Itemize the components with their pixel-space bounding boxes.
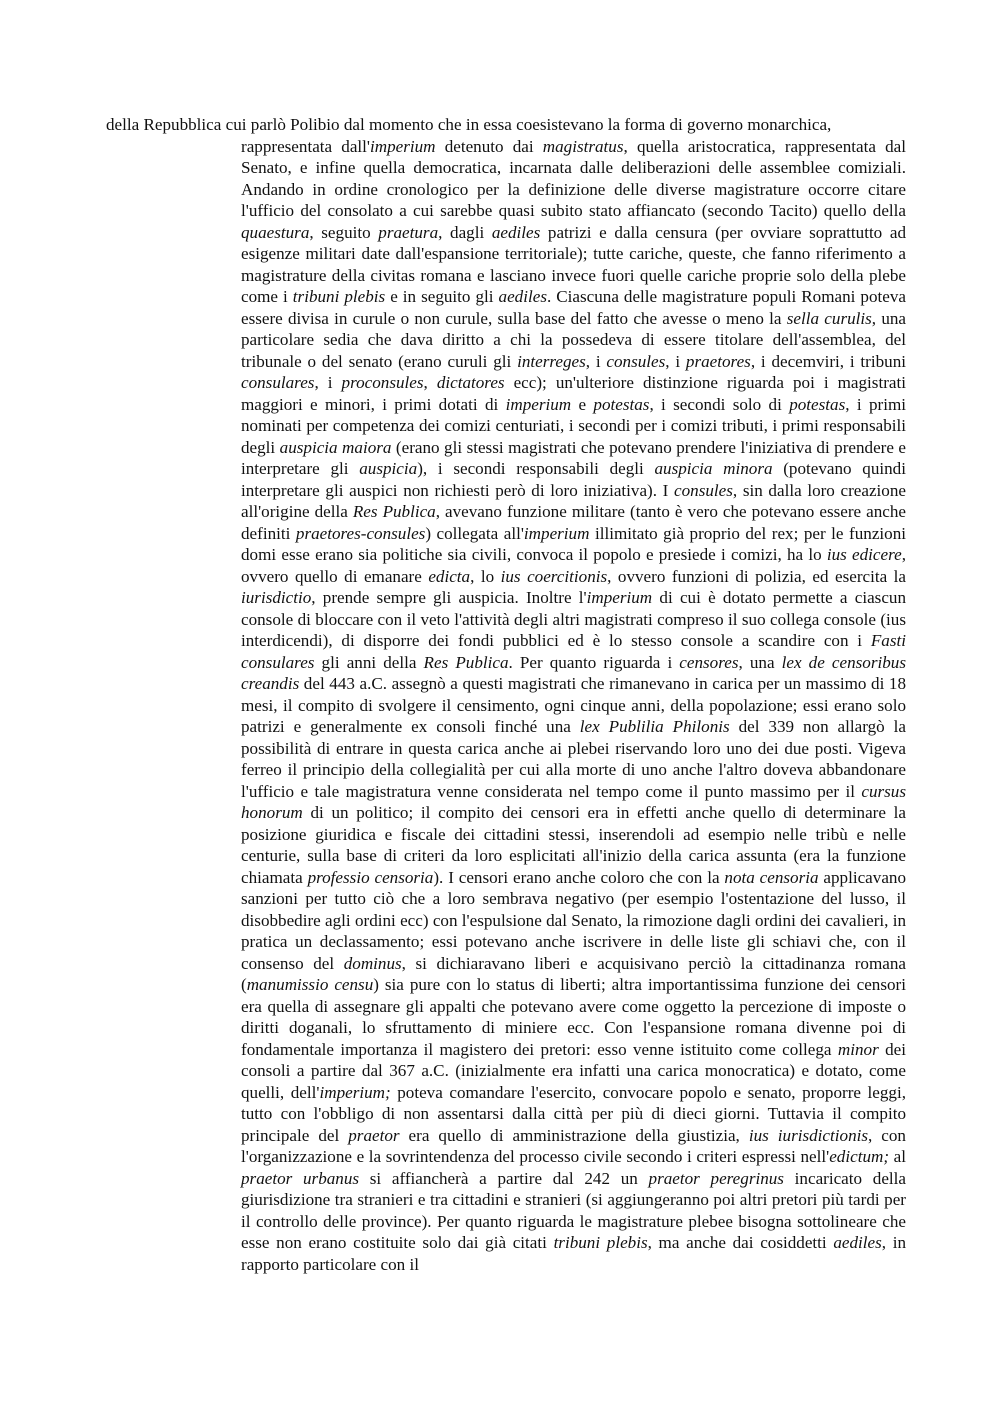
text-run: si affiancherà a partire dal 242 un <box>359 1168 649 1188</box>
italic-term: ius coercitionis <box>500 566 608 586</box>
text-run: dei consoli a partire dal 367 a.C. (inizialmente era infatti una carica monocratica) e dotato, come quelli, dell' <box>241 1039 906 1102</box>
text-run: ). I censori erano anche coloro che con la <box>433 867 725 887</box>
text-run: del 443 a.C. assegnò a questi magistrati che rimanevano in carica per un massimo di 18 mesi, il compito di svolgere il censimento, ogni cinque anni, della popolazione; essi erano solo patrizi e generalmente ex consoli finché una <box>241 674 906 736</box>
italic-term: edictum; <box>829 1147 890 1166</box>
text-run: incaricato della giurisdizione tra stranieri e tra cittadini e stranieri (si aggiungeranno poi altri pretori più tardi per il controllo delle province). Per quanto riguarda le magistrature plebee bisogna sottolineare che esse non erano costituite solo dai già citati <box>241 1168 906 1252</box>
text-run: del 339 non allargò la possibilità di entrare in questa carica anche ai plebei riservando loro uno dei due posti. Vigeva ferreo il principio della collegialità per cui alla morte di uno anche l'altro doveva abbandonare l'ufficio e tale magistratura venne considerata nel tempo come il punto massimo per il <box>241 717 906 801</box>
text-run: , i decemviri, i tribuni <box>750 351 907 371</box>
italic-term: dictatores <box>436 373 505 392</box>
italic-term: ius iurisdictionis <box>748 1125 869 1145</box>
italic-term: consulares <box>241 373 315 392</box>
italic-term: dominus <box>343 953 402 973</box>
body-paragraph <box>241 136 906 1276</box>
italic-term: censores <box>679 652 739 672</box>
text-run: e in seguito gli <box>385 287 499 306</box>
text-run: , una particolare sedia che dava diritto a chi la possedeva di essere titolare dell'assemblea, del tribunale o del senato (erano curuli gli <box>241 308 906 371</box>
italic-term: magistratus <box>542 136 624 156</box>
text-run: illimitato già proprio del rex; per le funzioni domi esse erano sia politiche sia civili, convoca il popolo e presiede i comizi, ha lo <box>241 523 906 564</box>
italic-term: nota censoria <box>724 867 819 887</box>
italic-term: aediles <box>833 1233 882 1252</box>
italic-term: iurisdictio <box>241 588 312 607</box>
text-run: (erano gli stessi magistrati che potevano prendere l'iniziativa di prendere e interpretare gli <box>241 437 907 478</box>
text-run: , una <box>738 652 782 672</box>
italic-term: Res Publica <box>352 502 436 521</box>
text-run: (potevano quindi interpretare gli auspici non richiesti però di loro iniziativa). I <box>241 459 906 500</box>
text-run: ecc); un'ulteriore distinzione riguarda poi i magistrati maggiori e minori, i primi dotati di <box>241 373 906 414</box>
text-run: , si dichiaravano liberi e acquisivano perciò la cittadinanza romana ( <box>241 953 906 994</box>
text-run: , lo <box>470 566 501 586</box>
paragraph-text <box>241 136 906 1276</box>
text-run: era quello di amministrazione della giustizia, <box>399 1125 749 1145</box>
italic-term: potestas <box>789 394 846 414</box>
text-run: al <box>889 1147 906 1166</box>
text-run: , i primi nominati per competenza dei comizi centuriati, i secondi per i comizi tributi, i primi responsabili degli <box>241 394 906 457</box>
text-run: , dagli <box>438 222 492 242</box>
text-run: applicavano sanzioni per tutto ciò che a loro sembrava negativo (per esempio l'ostentazione del lusso, il disobbedire agli ordini ecc) con l'espulsione dal Senato, la rimozione dagli ordini dei cavalieri, in pratica un declassamento; essi potevano anche iscrivere in delle liste gli schiavi che, con il consenso del <box>241 867 906 973</box>
italic-term: sella curulis <box>786 308 872 328</box>
text-run: , sin dalla loro creazione all'origine della <box>241 480 906 521</box>
italic-term: Res Publica <box>423 652 509 672</box>
text-run: rappresentata dall' <box>241 136 370 156</box>
text-run: , ovvero funzioni di polizia, ed esercita la <box>607 566 906 586</box>
text-run: ) collegata all' <box>425 523 524 543</box>
italic-term: edicta <box>428 566 471 586</box>
text-run: patrizi e dalla censura (per ovviare soprattutto ad esigenze militari date dall'espansione territoriale); tutte cariche, queste, che fanno riferimento a magistrature della civitas romana e lasciano invece fuori quelle cariche proprie solo della plebe come i <box>241 222 906 306</box>
text-run: ) sia pure con lo status di liberti; altra importantissima funzione dei censori era quella di assegnare gli appalti che potevano avere come oggetto la percezione di imposte o diritti doganali, lo sfruttamento di miniere ecc. Con l'espansione romana divenne poi di fondamentale importanza il magistero dei pretori: esso venne istituito come collega <box>241 975 906 1059</box>
italic-term: manumissio censu <box>246 975 374 994</box>
italic-term: aediles <box>491 222 541 242</box>
text-run: , i <box>314 373 342 392</box>
italic-term: praetura <box>378 222 439 242</box>
italic-term: auspicia minora <box>654 459 773 478</box>
text-run: , con l'organizzazione e la sovrintendenza del processo civile secondo i criteri espressi nell' <box>241 1125 906 1166</box>
text-run: , i <box>665 351 686 371</box>
italic-term: auspicia maiora <box>279 437 392 457</box>
text-run: detenuto dai <box>435 136 543 156</box>
italic-term: praetor peregrinus <box>648 1168 784 1188</box>
text-run: , avevano funzione militare (tanto è vero che potevano essere anche definiti <box>241 502 906 543</box>
text-run: di cui è dotato permette a ciascun console di bloccare con il veto l'attività degli altri magistrati compreso il suo collega console (ius interdicendi), di disporre dei fondi pubblici ed è lo stesso console a scandire con i <box>241 588 907 650</box>
text-run: , <box>423 373 437 392</box>
italic-term: tribuni plebis <box>292 287 386 306</box>
italic-term: proconsules <box>341 373 424 392</box>
italic-term: lex Publilia Philonis <box>579 717 730 736</box>
italic-term: auspicia <box>359 459 418 478</box>
text-run: poteva comandare l'esercito, convocare popolo e senato, proporre leggi, tutto con l'obbligo di non assentarsi dalla città per più di dieci giorni. Tuttavia il compito principale del <box>241 1082 906 1145</box>
italic-term: imperium; <box>319 1082 391 1102</box>
italic-term: consules <box>606 351 666 371</box>
text-run: gli anni della <box>314 652 424 672</box>
italic-term: professio censoria <box>307 867 434 887</box>
italic-term: praetores-consules <box>295 523 426 543</box>
text-run: di un politico; il compito dei censori era in effetti anche quello di determinare la posizione giuridica e fiscale dei cittadini stessi, inserendoli ad esempio nelle tribù e nelle centurie, sulla base di criteri da loro esplicitati all'inizio della carica assunta (era la funzione chiamata <box>241 803 906 887</box>
first-line: della Repubblica cui parlò Polibio dal momento che in essa coesistevano la forma di governo monarchica, <box>106 115 832 134</box>
text-run: , quella aristocratica, rappresentata dal Senato, e infine quella democratica, incarnata dalle deliberazioni delle assemblee comiziali. Andando in ordine cronologico per la definizione delle diverse magistrature occorre citare l'ufficio del consolato a cui sarebbe quasi subito stato affiancato (secondo Tacito) quello della <box>241 136 906 220</box>
italic-term: Fasti consulares <box>241 631 906 672</box>
italic-term: imperium <box>370 136 436 156</box>
italic-term: minor <box>837 1039 879 1059</box>
italic-term: potestas <box>593 394 650 414</box>
italic-term: aediles <box>498 287 547 306</box>
italic-term: ius edicere <box>826 545 902 564</box>
italic-term: imperium <box>523 523 590 543</box>
text-run: , i <box>585 351 607 371</box>
italic-term: praetor <box>348 1125 400 1145</box>
text-run: . Per quanto riguarda i <box>508 652 680 672</box>
italic-term: imperium <box>505 394 572 414</box>
italic-term: praetores <box>685 351 751 371</box>
italic-term: imperium <box>586 588 653 607</box>
italic-term: praetor urbanus <box>241 1168 360 1188</box>
text-run: , in rapporto particolare con il <box>241 1233 906 1274</box>
italic-term: consules <box>674 480 733 500</box>
text-run: , seguito <box>309 222 379 242</box>
italic-term: cursus honorum <box>241 781 906 822</box>
text-run: . Ciascuna delle magistrature populi Romani poteva essere divisa in curule o non curule, sulla base del fatto che avesse o meno la <box>241 287 906 328</box>
italic-term: tribuni plebis <box>553 1233 648 1252</box>
italic-term: quaestura <box>241 222 310 242</box>
italic-term: interreges <box>517 351 586 371</box>
text-run: e <box>571 394 594 414</box>
text-run: , i secondi solo di <box>649 394 790 414</box>
text-run: , ma anche dai cosiddetti <box>647 1233 834 1252</box>
text-run: ), i secondi responsabili degli <box>417 459 655 478</box>
text-run: , ovvero quello di emanare <box>241 545 906 586</box>
text-run: , prende sempre gli auspicia. Inoltre l' <box>311 588 587 607</box>
italic-term: lex de censoribus creandis <box>241 652 906 693</box>
